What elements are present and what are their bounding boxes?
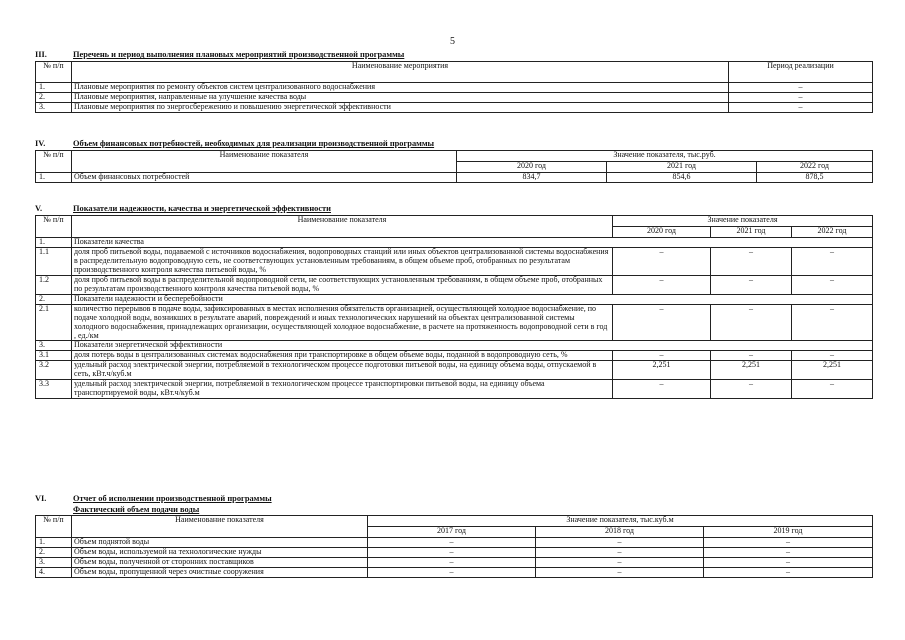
row-number: 2. [36,547,72,557]
table-row [36,173,873,183]
indicator-value: – [792,351,873,361]
header-number: № п/п [36,516,72,538]
header-value: Значение показателя, тыс.куб.м [368,516,873,527]
header-indicator-name: Наименование показателя [72,151,457,173]
table-row [36,567,873,577]
indicator-value: – [613,351,711,361]
section-number: V. [35,204,43,213]
row-number: 1. [36,83,72,93]
table-row [36,83,873,93]
indicator-value: – [368,547,536,557]
row-number: 1.1 [36,247,72,275]
activity-name: Плановые мероприятия, направленные на улучшение качества воды [72,93,729,103]
group-name: Показатели надежности и бесперебойности [72,294,873,304]
row-number: 1. [36,173,72,183]
indicator-value: – [704,547,873,557]
indicator-value: – [368,567,536,577]
row-number: 1. [36,538,72,548]
indicator-name: Объем воды, полученной от сторонних поставщиков [72,557,368,567]
indicator-name: Объем воды, пропущенной через очистные сооружения [72,567,368,577]
section-number: IV. [35,139,46,148]
indicator-value: – [613,247,711,275]
year-header: 2020 год [613,227,711,238]
section-heading: Перечень и период выполнения плановых мероприятий производственной программы [73,50,405,59]
period-value: – [729,103,873,113]
group-name: Показатели качества [72,238,873,248]
indicator-value: 2,251 [711,361,792,380]
water-supply-report-table [35,515,873,578]
year-header: 2019 год [704,527,873,538]
indicator-name: удельный расход электрической энергии, потребляемой в технологическом процессе транспортировки питьевой воды, на единицу объема транспортируемой воды, кВт.ч/куб.м [72,380,613,399]
indicator-value: 854,6 [607,173,757,183]
row-number: 2. [36,93,72,103]
row-number: 3. [36,557,72,567]
indicator-value: – [792,247,873,275]
activity-name: Плановые мероприятия по энергосбережению и повышению энергетической эффективности [72,103,729,113]
header-activity-name: Наименование мероприятия [72,62,729,83]
indicator-value: – [704,538,873,548]
table-row [36,351,873,361]
indicator-name: количество перерывов в подаче воды, зафиксированных в местах исполнения обязательств организацией, осуществляющей холодное водоснабжение, по подаче холодной воды, возникших в результате аварий, повреждений и иных технологических нарушений на объектах централизованной системы холодного водоснабжения, принадлежащих организации, осуществляющей холодное водоснабжение, в расчете на протяженность водопроводной сети в год , ед./км [72,304,613,341]
group-row [36,294,873,304]
row-number: 3. [36,103,72,113]
indicator-value: – [613,380,711,399]
row-number: 4. [36,567,72,577]
activities-table [35,61,873,113]
indicator-value: – [704,557,873,567]
period-value: – [729,93,873,103]
page-number: 5 [450,36,455,47]
section-3 [35,50,873,113]
indicator-value: – [536,538,704,548]
header-number: № п/п [36,216,72,238]
indicator-value: 878,5 [757,173,873,183]
indicator-value: – [536,547,704,557]
row-number: 3. [36,341,72,351]
table-row [36,275,873,294]
year-header: 2020 год [457,162,607,173]
section-4-title [35,139,873,150]
row-number: 2. [36,294,72,304]
section-6-subtitle: Фактический объем подачи воды [73,505,200,514]
table-row [36,247,873,275]
indicator-value: – [711,247,792,275]
row-number: 1.2 [36,275,72,294]
year-header: 2022 год [757,162,873,173]
indicator-value: – [792,275,873,294]
table-row [36,380,873,399]
indicator-value: – [711,304,792,341]
header-number: № п/п [36,62,72,83]
indicator-value: – [711,380,792,399]
group-row [36,341,873,351]
table-row [36,361,873,380]
indicator-value: – [711,275,792,294]
indicator-name: доля потерь воды в централизованных системах водоснабжения при транспортировке в общем объеме воды, поданной в водопроводную сеть, % [72,351,613,361]
indicator-value: – [613,304,711,341]
group-name: Показатели энергетической эффективности [72,341,873,351]
year-header: 2017 год [368,527,536,538]
header-period: Период реализации [729,62,873,83]
indicator-value: – [613,275,711,294]
activity-name: Плановые мероприятия по ремонту объектов систем централизованного водоснабжения [72,83,729,93]
indicator-name: Объем поднятой воды [72,538,368,548]
section-heading: Показатели надежности, качества и энергетической эффективности [73,204,331,213]
indicator-value: – [792,380,873,399]
year-header: 2021 год [711,227,792,238]
row-number: 1. [36,238,72,248]
indicator-name: Объем финансовых потребностей [72,173,457,183]
indicator-value: – [536,567,704,577]
section-number: III. [35,50,47,59]
reliability-table [35,215,873,399]
indicator-value: 2,251 [613,361,711,380]
indicator-name: доля проб питьевой воды в распределительной водопроводной сети, не соответствующих установленным требованиям, в общем объеме проб, отобранных по результатам производственного контроля качества питьевой воды, % [72,275,613,294]
section-5-title [35,204,873,215]
header-number: № п/п [36,151,72,173]
row-number: 3.1 [36,351,72,361]
header-indicator-name: Наименование показателя [72,516,368,538]
table-row [36,547,873,557]
indicator-value: – [704,567,873,577]
indicator-value: – [792,304,873,341]
section-6-title [35,494,873,505]
section-5 [35,204,873,399]
indicator-name: Объем воды, используемой на технологические нужды [72,547,368,557]
table-row [36,103,873,113]
indicator-value: – [711,351,792,361]
table-row [36,304,873,341]
indicator-name: доля проб питьевой воды, подаваемой с источников водоснабжения, водопроводных станций или иных объектов централизованной системы водоснабжения в распределительную водопроводную сеть, не соответствующих установленным требованиям, в общем объеме проб, отобранных по результатам производственного контроля качества питьевой воды, % [72,247,613,275]
section-heading: Объем финансовых потребностей, необходимых для реализации производственной программы [73,139,435,148]
row-number: 3.2 [36,361,72,380]
row-number: 3.3 [36,380,72,399]
table-row [36,93,873,103]
table-row [36,538,873,548]
financial-needs-table [35,150,873,183]
indicator-value: 2,251 [792,361,873,380]
header-value: Значение показателя [613,216,873,227]
indicator-value: 834,7 [457,173,607,183]
section-number: VI. [35,494,47,503]
year-header: 2018 год [536,527,704,538]
year-header: 2021 год [607,162,757,173]
row-number: 2.1 [36,304,72,341]
indicator-value: – [536,557,704,567]
section-6 [35,494,873,578]
group-row [36,238,873,248]
indicator-name: удельный расход электрической энергии, потребляемой в технологическом процессе подготовки питьевой воды, на единицу объема воды, отпускаемой в сеть, кВт.ч/куб.м [72,361,613,380]
period-value: – [729,83,873,93]
indicator-value: – [368,538,536,548]
section-4 [35,139,873,183]
table-row [36,557,873,567]
indicator-value: – [368,557,536,567]
section-heading: Отчет об исполнении производственной программы [73,494,272,503]
year-header: 2022 год [792,227,873,238]
header-value: Значение показателя, тыс.руб. [457,151,873,162]
header-indicator-name: Наименование показателя [72,216,613,238]
section-3-title [35,50,873,61]
